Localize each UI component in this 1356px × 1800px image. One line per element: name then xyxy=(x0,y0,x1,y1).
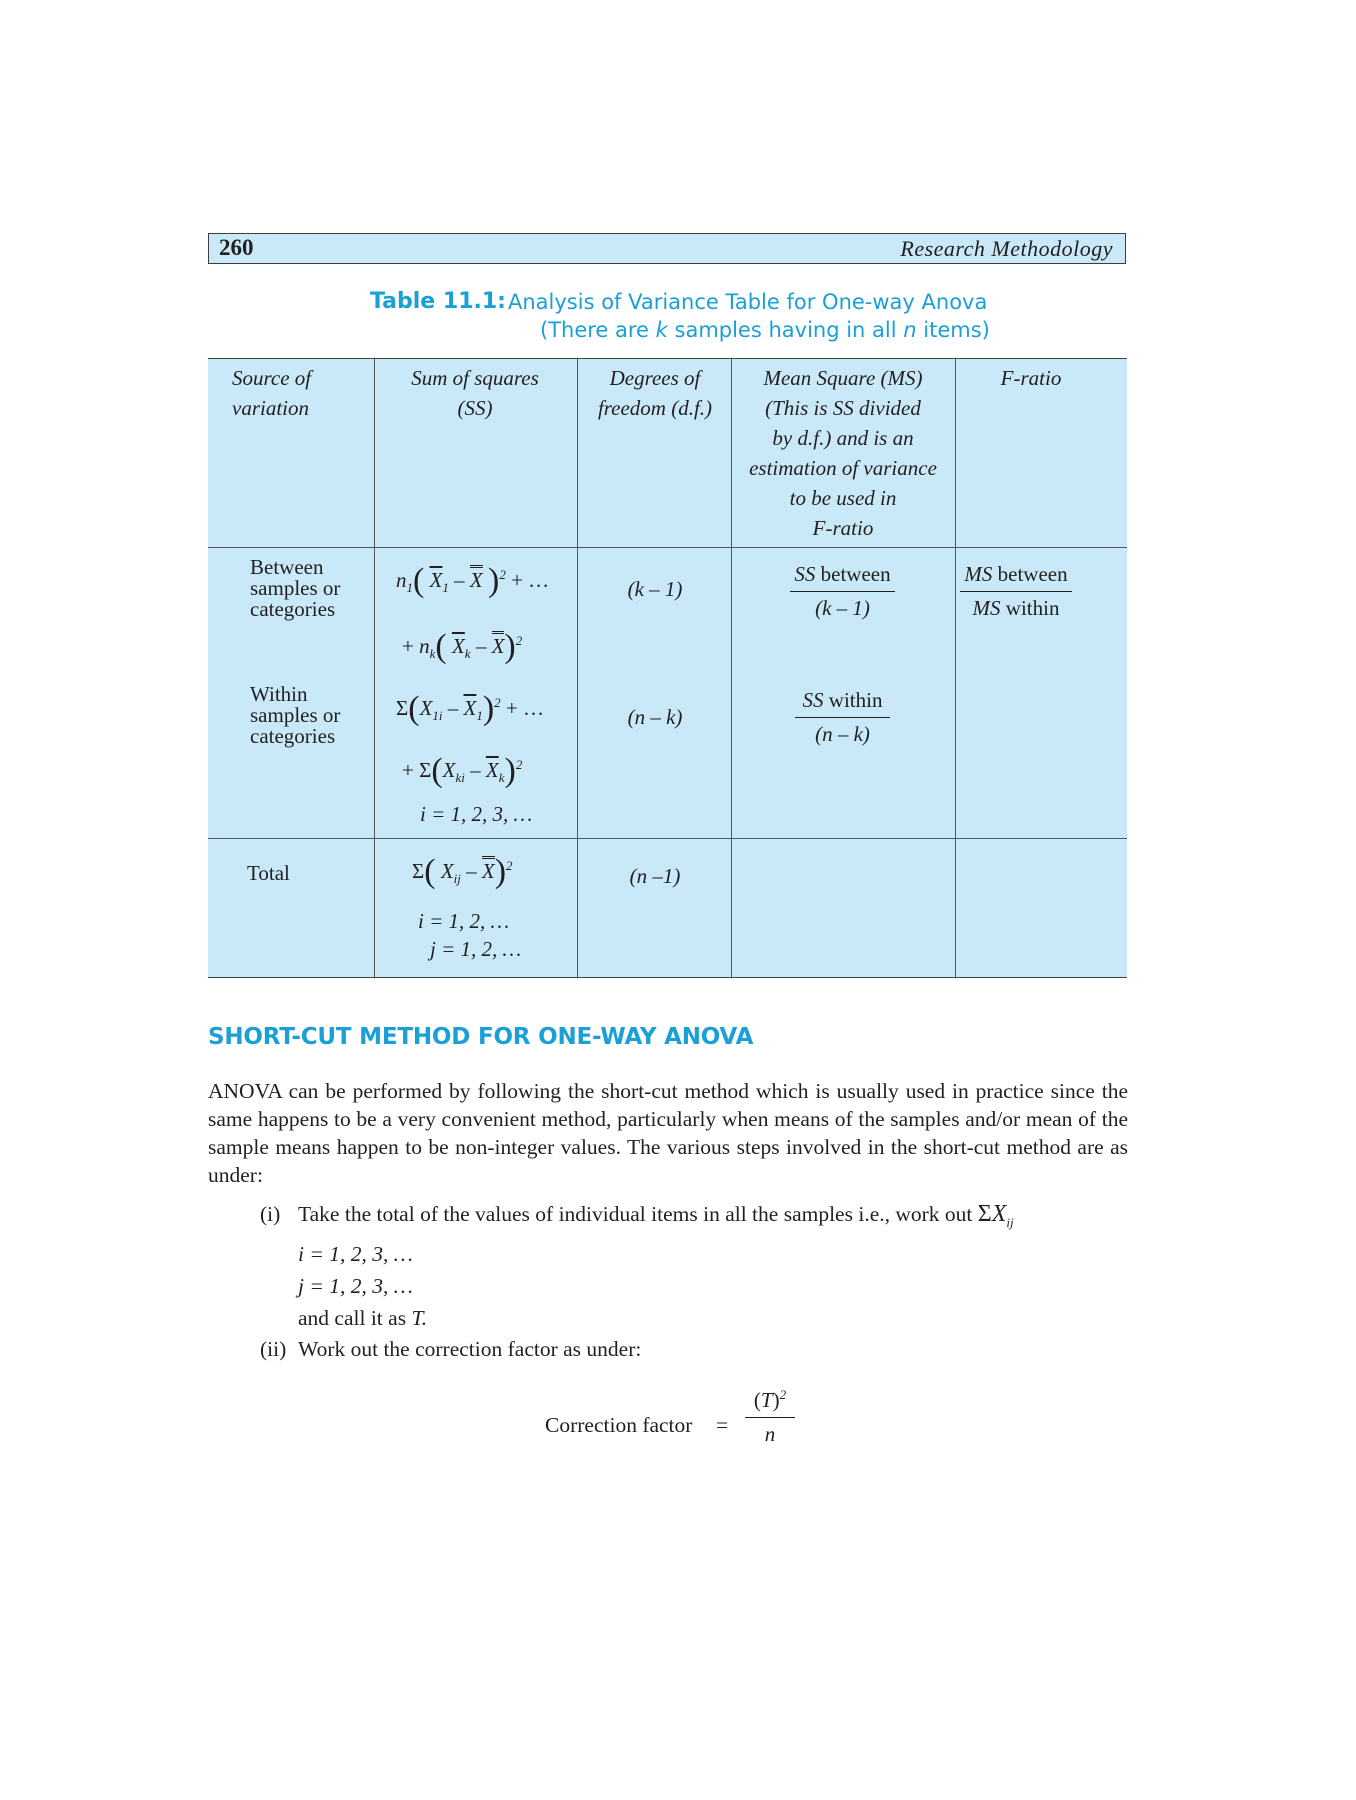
within-df: (n – k) xyxy=(627,705,683,729)
total-ss-index-j: j = 1, 2, … xyxy=(430,937,522,961)
total-df: (n –1) xyxy=(629,864,681,888)
within-ss-term-k: + $\Sigma(X_{ki} - \overline{X}_k)^2$ xyxy=(402,752,523,789)
step-i-index-i: i = 1, 2, 3, … xyxy=(298,1242,413,1266)
step-i-marker: (i) xyxy=(260,1202,281,1226)
total-ss-term: Σ( $X_{ij} - X)^2$ xyxy=(412,853,513,890)
row-rule xyxy=(208,838,1127,839)
step-ii-text: Work out the correction factor as under: xyxy=(298,1337,642,1361)
correction-factor-fraction: $\frac{(T)^2}{n}$ xyxy=(745,1387,795,1447)
header-sum-of-squares: Sum of squares (SS) xyxy=(411,366,539,420)
header-source: Source of variation xyxy=(232,366,312,420)
between-ms-fraction: SS between (k – 1) xyxy=(790,562,895,621)
between-f-fraction: MS between MS within xyxy=(960,562,1072,621)
between-source: Between samples or categories xyxy=(250,555,341,621)
within-ss-term-1: $\Sigma(X_{1i} - \overline{X}_1)^2$ + … xyxy=(396,690,545,727)
section-heading: SHORT-CUT METHOD FOR ONE-WAY ANOVA xyxy=(208,1024,754,1050)
header-degrees-of-freedom: Degrees of freedom (d.f.) xyxy=(597,366,713,420)
between-ss-term-k: + $n_k$( $\overline{X}_k - X)^2$ xyxy=(402,628,523,665)
table-caption-title: Analysis of Variance Table for One-way Anova xyxy=(508,290,988,314)
within-ms-fraction: SS within (n – k) xyxy=(795,688,890,747)
column-divider xyxy=(577,358,578,978)
page-number: 260 xyxy=(219,235,254,260)
table-caption-label: Table 11.1: xyxy=(370,289,506,314)
running-header xyxy=(208,233,1126,264)
between-df: (k – 1) xyxy=(627,577,683,601)
correction-factor-equals: = xyxy=(716,1413,729,1437)
within-ss-index: i = 1, 2, 3, … xyxy=(420,802,533,826)
step-i-call: and call it as T. xyxy=(298,1306,428,1330)
total-source: Total xyxy=(247,861,290,885)
step-ii-marker: (ii) xyxy=(260,1337,287,1361)
header-f-ratio: F-ratio xyxy=(1000,366,1062,390)
within-source: Within samples or categories xyxy=(250,682,341,748)
between-ss-term-1: $n_1$( $\overline{X}_1$ – X )$^2$ + … xyxy=(396,562,550,599)
header-mean-square: Mean Square (MS) (This is SS divided by d.f.) and is an estimation of variance to be used in F-ratio xyxy=(749,366,937,540)
correction-factor-label: Correction factor xyxy=(545,1413,693,1437)
step-i-text: Take the total of the values of individual items in all the samples i.e., work out $\Sigma X_{ij}$ xyxy=(298,1201,1014,1230)
column-divider xyxy=(374,358,375,978)
header-rule xyxy=(208,547,1127,548)
step-i-index-j: j = 1, 2, 3, … xyxy=(298,1274,413,1298)
column-divider xyxy=(955,358,956,978)
table-caption-subtitle: (There are k samples having in all n items) xyxy=(540,318,990,342)
body-paragraph: ANOVA can be performed by following the short-cut method which is usually used in practice since the same happens to be a very convenient method, particularly when means of the samples and/or mean of the sample means happen to be non-integer values. The various steps involved in the short-cut method are as under: xyxy=(208,1079,1128,1187)
total-ss-index-i: i = 1, 2, … xyxy=(418,909,510,933)
running-title: Research Methodology xyxy=(900,236,1113,261)
